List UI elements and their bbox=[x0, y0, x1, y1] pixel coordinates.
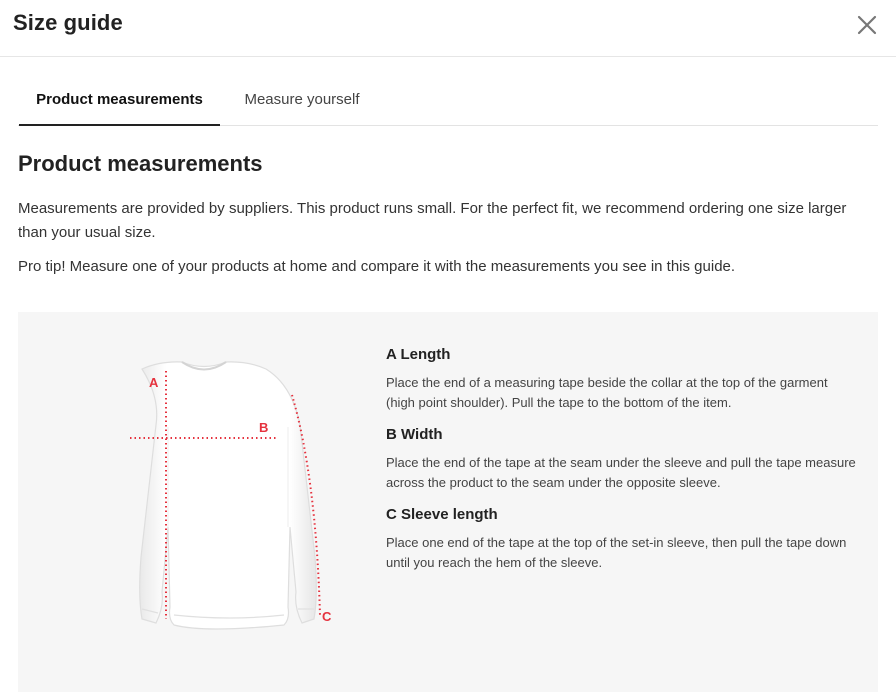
measurement-list bbox=[386, 345, 856, 585]
marker-a: A bbox=[149, 375, 159, 390]
measurement-title: A Length bbox=[386, 346, 451, 363]
measurement-item-sleeve-length bbox=[386, 505, 856, 573]
marker-b: B bbox=[259, 420, 269, 435]
marker-c: C bbox=[322, 609, 332, 624]
tab-bar bbox=[18, 77, 878, 126]
pro-tip-paragraph: Pro tip! Measure one of your products at home and compare it with the measurements you see in this guide. bbox=[18, 258, 736, 275]
close-icon[interactable] bbox=[854, 12, 880, 38]
sweatshirt-illustration bbox=[90, 357, 340, 637]
measurement-title: C Sleeve length bbox=[386, 506, 498, 523]
measurement-title: B Width bbox=[386, 426, 443, 443]
measurement-item-length bbox=[386, 345, 856, 413]
section-title: Product measurements bbox=[18, 151, 263, 176]
measurement-guide-panel bbox=[18, 312, 878, 692]
tab-product-measurements[interactable]: Product measurements bbox=[19, 77, 220, 126]
intro-paragraph: Measurements are provided by suppliers. This product runs small. For the perfect fit, we recommend ordering one size larger than your usual size. bbox=[18, 200, 847, 241]
measurement-description: Place the end of a measuring tape beside the collar at the top of the garment (high point shoulder). Pull the tape to the bottom of the item. bbox=[386, 375, 828, 410]
measurement-item-width bbox=[386, 425, 856, 493]
modal-header bbox=[0, 0, 896, 57]
tab-measure-yourself[interactable]: Measure yourself bbox=[244, 91, 360, 108]
measurement-description: Place one end of the tape at the top of the set-in sleeve, then pull the tape down until you reach the hem of the sleeve. bbox=[386, 535, 847, 570]
measurement-description: Place the end of the tape at the seam under the sleeve and pull the tape measure across the product to the seam under the opposite sleeve. bbox=[386, 455, 856, 490]
modal-title: Size guide bbox=[13, 10, 123, 35]
